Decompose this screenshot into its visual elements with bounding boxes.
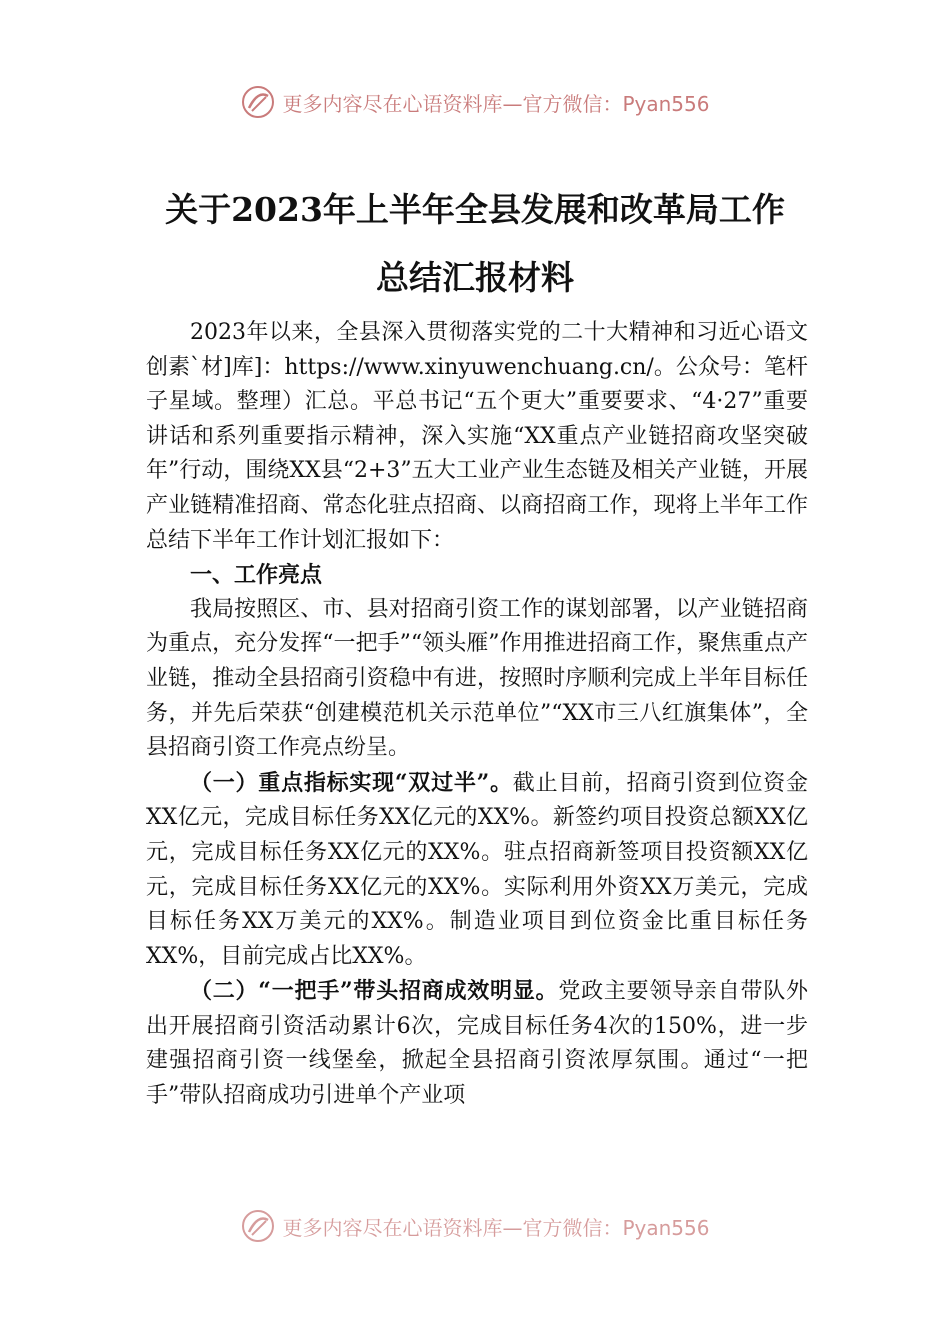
watermark-text: 更多内容尽在心语资料库—官方微信：Pyan556 <box>282 1215 710 1240</box>
item2-title: （二）“一把手”带头招商成效明显。 <box>190 978 559 1005</box>
watermark-logo-icon <box>240 84 276 120</box>
watermark-footer <box>0 1206 950 1246</box>
watermark-text: 更多内容尽在心语资料库—官方微信：Pyan556 <box>282 91 710 116</box>
item1-paragraph <box>146 766 808 975</box>
section1-paragraph: 我局按照区、市、县对招商引资工作的谋划部署，以产业链招商为重点，充分发挥“一把手”“领头雁”作用推进招商工作，聚焦重点产业链，推动全县招商引资稳中有进，按照时序顺利完成上半年目标任务，并先后荣获“创建模范机关示范单位”“XX市三八红旗集体”，全县招商引资工作亮点纷呈。 <box>146 596 808 761</box>
item1-body: 截止目前，招商引资到位资金XX亿元，完成目标任务XX亿元的XX%。新签约项目投资总额XX亿元，完成目标任务XX亿元的XX%。驻点招商新签项目投资额XX亿元，完成目标任务XX亿元的XX%。实际利用外资XX万美元，完成目标任务XX万美元的XX%。制造业项目到位资金比重目标任务XX%，目前完成占比XX%。 <box>146 770 808 969</box>
item2-body: 党政主要领导亲自带队外出开展招商引资活动累计6次，完成目标任务4次的150%，进一步建强招商引资一线堡垒，掀起全县招商引资浓厚氛围。通过“一把手”带队招商成功引进单个产业项 <box>146 979 808 1109</box>
section-heading-highlights: 一、工作亮点 <box>190 562 323 589</box>
watermark-logo-icon <box>240 1208 276 1244</box>
watermark-header <box>0 82 950 122</box>
document-body <box>146 316 808 1114</box>
document-title-line1: 关于2023年上半年全县发展和改革局工作 <box>165 190 785 229</box>
intro-paragraph: 2023年以来，全县深入贯彻落实党的二十大精神和习近心语文创素`材]库]：https://www.xinyuwenchuang.cn/。公众号：笔杆子星域。整理）汇总。平总书记“五个更大”重要要求、“4·27”重要讲话和系列重要指示精神，深入实施“XX重点产业链招商攻坚突破年”行动，围绕XX县“2+3”五大工业产业生态链及相关产业链，开展产业链精准招商、常态化驻点招商、以商招商工作，现将上半年工作总结下半年工作计划汇报如下： <box>146 320 808 553</box>
item2-paragraph <box>146 974 808 1113</box>
item1-title: （一）重点指标实现“双过半”。 <box>190 769 513 796</box>
document-title-line2: 总结汇报材料 <box>376 258 574 297</box>
